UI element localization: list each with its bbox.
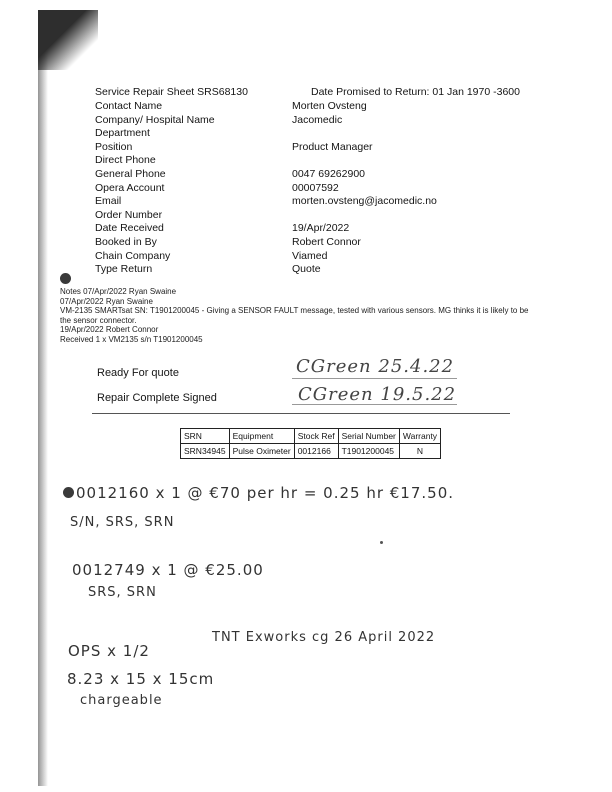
note-line: the sensor connector. (60, 315, 137, 325)
field-value: Morten Ovsteng (292, 100, 367, 112)
sheet-title: Service Repair Sheet SRS68130 (95, 86, 248, 98)
scan-speck (380, 541, 383, 544)
cell-serial-number: T1901200045 (338, 444, 399, 459)
complete-signature: CGreen 19.5.22 (298, 384, 457, 405)
ready-for-quote-label: Ready For quote (97, 367, 179, 379)
cell-warranty: N (399, 444, 440, 459)
scan-left-edge (38, 10, 48, 786)
cell-stock-ref: 0012166 (294, 444, 338, 459)
repair-complete-label: Repair Complete Signed (97, 392, 217, 404)
field-value: Viamed (292, 249, 328, 262)
handwritten-line-2: S/N, SRS, SRN (70, 515, 175, 530)
cell-srn: SRN34945 (181, 444, 230, 459)
equipment-table (180, 428, 441, 459)
field-value: 19/Apr/2022 (292, 222, 350, 235)
scan-corner-shadow (38, 10, 98, 70)
header-warranty: Warranty (399, 429, 440, 444)
field-label: Company/ Hospital Name (95, 113, 215, 126)
field-value: morten.ovsteng@jacomedic.no (292, 195, 437, 208)
field-label: Email (95, 195, 122, 208)
date-promised: Date Promised to Return: 01 Jan 1970 -3600 (311, 86, 520, 98)
handwritten-line-1: 0012160 x 1 @ €70 per hr = 0.25 hr €17.50. (76, 484, 455, 502)
note-line: VM-2135 SMARTsat SN: T1901200045 - Giving a SENSOR FAULT message, tested with various sensors. MG thinks it is likely to be (60, 306, 529, 316)
field-value: Product Manager (292, 140, 373, 153)
header-serial-number: Serial Number (338, 429, 399, 444)
header-srn: SRN (181, 429, 230, 444)
table-header-row (181, 429, 441, 444)
section-divider (92, 413, 510, 414)
field-label: Type Return (95, 263, 153, 276)
handwritten-line-6: TNT Exworks cg 26 April 2022 (212, 630, 436, 645)
ready-signature: CGreen 25.4.22 (296, 356, 455, 377)
note-line: 19/Apr/2022 Robert Connor (60, 325, 159, 335)
field-label: Opera Account (95, 181, 165, 194)
field-label: Direct Phone (95, 154, 156, 167)
field-label: Contact Name (95, 100, 163, 112)
note-line: Notes 07/Apr/2022 Ryan Swaine (60, 287, 177, 296)
punch-hole (60, 273, 71, 284)
field-value: Quote (292, 263, 321, 276)
field-label: Date Received (95, 222, 164, 235)
header-equipment: Equipment (229, 429, 294, 444)
table-row (181, 444, 441, 459)
field-label: Position (95, 140, 133, 153)
complete-signature-line (292, 404, 457, 405)
field-value: Jacomedic (292, 113, 343, 126)
cell-equipment: Pulse Oximeter (229, 444, 294, 459)
handwritten-line-4: SRS, SRN (88, 585, 157, 600)
field-label: Booked in By (95, 236, 157, 248)
field-value: Robert Connor (292, 236, 361, 248)
handwritten-line-7: 8.23 x 15 x 15cm (67, 670, 215, 688)
note-line: Received 1 x VM2135 s/n T1901200045 (60, 335, 203, 344)
field-label: General Phone (95, 168, 166, 180)
handwritten-line-3: 0012749 x 1 @ €25.00 (72, 561, 264, 579)
ready-signature-line (292, 378, 457, 379)
field-label: Chain Company (95, 249, 171, 262)
handwritten-line-8: chargeable (80, 693, 163, 708)
field-value: 00007592 (292, 181, 339, 194)
punch-hole (63, 487, 74, 498)
header-stock-ref: Stock Ref (294, 429, 338, 444)
field-label: Order Number (95, 208, 163, 221)
handwritten-line-5: OPS x 1/2 (68, 642, 150, 660)
field-label: Department (95, 127, 150, 140)
note-line: 07/Apr/2022 Ryan Swaine (60, 296, 153, 306)
field-value: 0047 69262900 (292, 168, 365, 180)
